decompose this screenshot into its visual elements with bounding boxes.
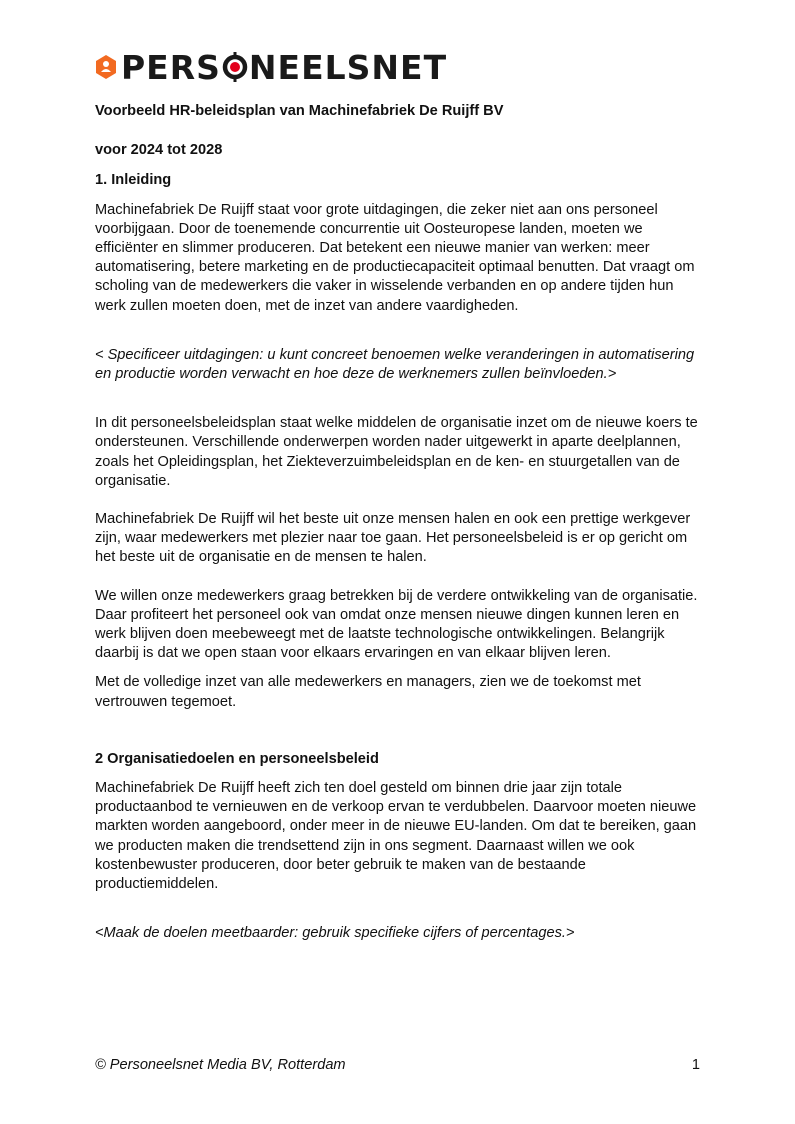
personeelsnet-logo	[95, 48, 447, 86]
section-1-paragraph-3: Machinefabriek De Ruijff wil het beste uit onze mensen halen en ook een prettige werkgever zijn, waar medewerkers met plezier naar toe gaan. Het personeelsbeleid is er op gericht om het beste uit de organisatie en de mensen te halen.	[95, 511, 691, 566]
section-1-paragraph-4: We willen onze medewerkers graag betrekken bij de verdere ontwikkeling van de organisatie. Daar profiteert het personeel ook van omdat onze mensen nieuwe dingen kunnen leren en werk blijven doen meebeweegt met de laatste technologische ontwikkelingen. Belangrijk daarbij is dat we open staan voor elkaars ervaringen en van elkaar blijven leren.	[95, 587, 698, 662]
section-1-paragraph-2: In dit personeelsbeleidsplan staat welke middelen de organisatie inzet om de nieuwe koers te ondersteunen. Verschillende onderwerpen worden nader uitgewerkt in aparte deelplannen, zoals het Opleidingsplan, het Ziekteverzuimbeleidsplan en de ken- en stuurgetallen van de organisatie.	[95, 415, 698, 489]
section-1-paragraph-1: Machinefabriek De Ruijff staat voor grote uitdagingen, die zeker niet aan ons personeel voorbijgaan. Door de toenemende concurrentie uit Oosteuropese landen, moeten we efficiënter en slimmer produceren. Dat betekent een nieuwe manier van werken: meer automatisering, betere marketing en de productiecapaciteit optimaal benutten. Dat vraagt om scholing van de medewerkers die vaker in wisselende verbanden en op andere tijden hun werk zullen moeten doen, met de inzet van andere vaardigheden.	[95, 201, 695, 314]
footer-copyright: © Personeelsnet Media BV, Rotterdam	[95, 1057, 346, 1073]
logo-text-part1: PERS	[121, 47, 221, 87]
page-number: 1	[691, 1057, 700, 1073]
page-footer	[95, 1057, 700, 1073]
document-period: voor 2024 tot 2028	[95, 142, 223, 159]
section-2-heading: 2 Organisatiedoelen en personeelsbeleid	[95, 750, 379, 767]
section-2-note: <Maak de doelen meetbaarder: gebruik specifieke cijfers of percentages.>	[95, 925, 575, 942]
target-o-icon	[222, 52, 248, 82]
hexagon-person-icon	[95, 55, 117, 79]
section-1-note: < Specificeer uitdagingen: u kunt concreet benoemen welke veranderingen in automatisering en productie worden verwacht en hoe deze de werknemers zullen beïnvloeden.>	[95, 346, 695, 383]
logo-wordmark	[121, 47, 448, 87]
document-body	[95, 102, 705, 944]
logo-text-part2: NEELSNET	[248, 47, 448, 87]
section-2-paragraph-1: Machinefabriek De Ruijff heeft zich ten doel gesteld om binnen drie jaar zijn totale productaanbod te vernieuwen en de verkoop ervan te verdubbelen. Daarvoor moeten nieuwe markten worden aangeboord, onder meer in de nieuwe EU-landen. Om dat te bereiken, gaan we producten maken die trendsettend zijn in ons segment. Daarnaast willen we ook kostenbewuster produceren, door beter gebruik te maken van de bestaande productiemiddelen.	[95, 780, 697, 893]
document-title: Voorbeeld HR-beleidsplan van Machinefabriek De Ruijff BV	[95, 103, 504, 119]
section-1-heading: 1. Inleiding	[95, 172, 172, 189]
section-1-paragraph-5: Met de volledige inzet van alle medewerkers en managers, zien we de toekomst met vertrouwen tegemoet.	[95, 674, 641, 710]
